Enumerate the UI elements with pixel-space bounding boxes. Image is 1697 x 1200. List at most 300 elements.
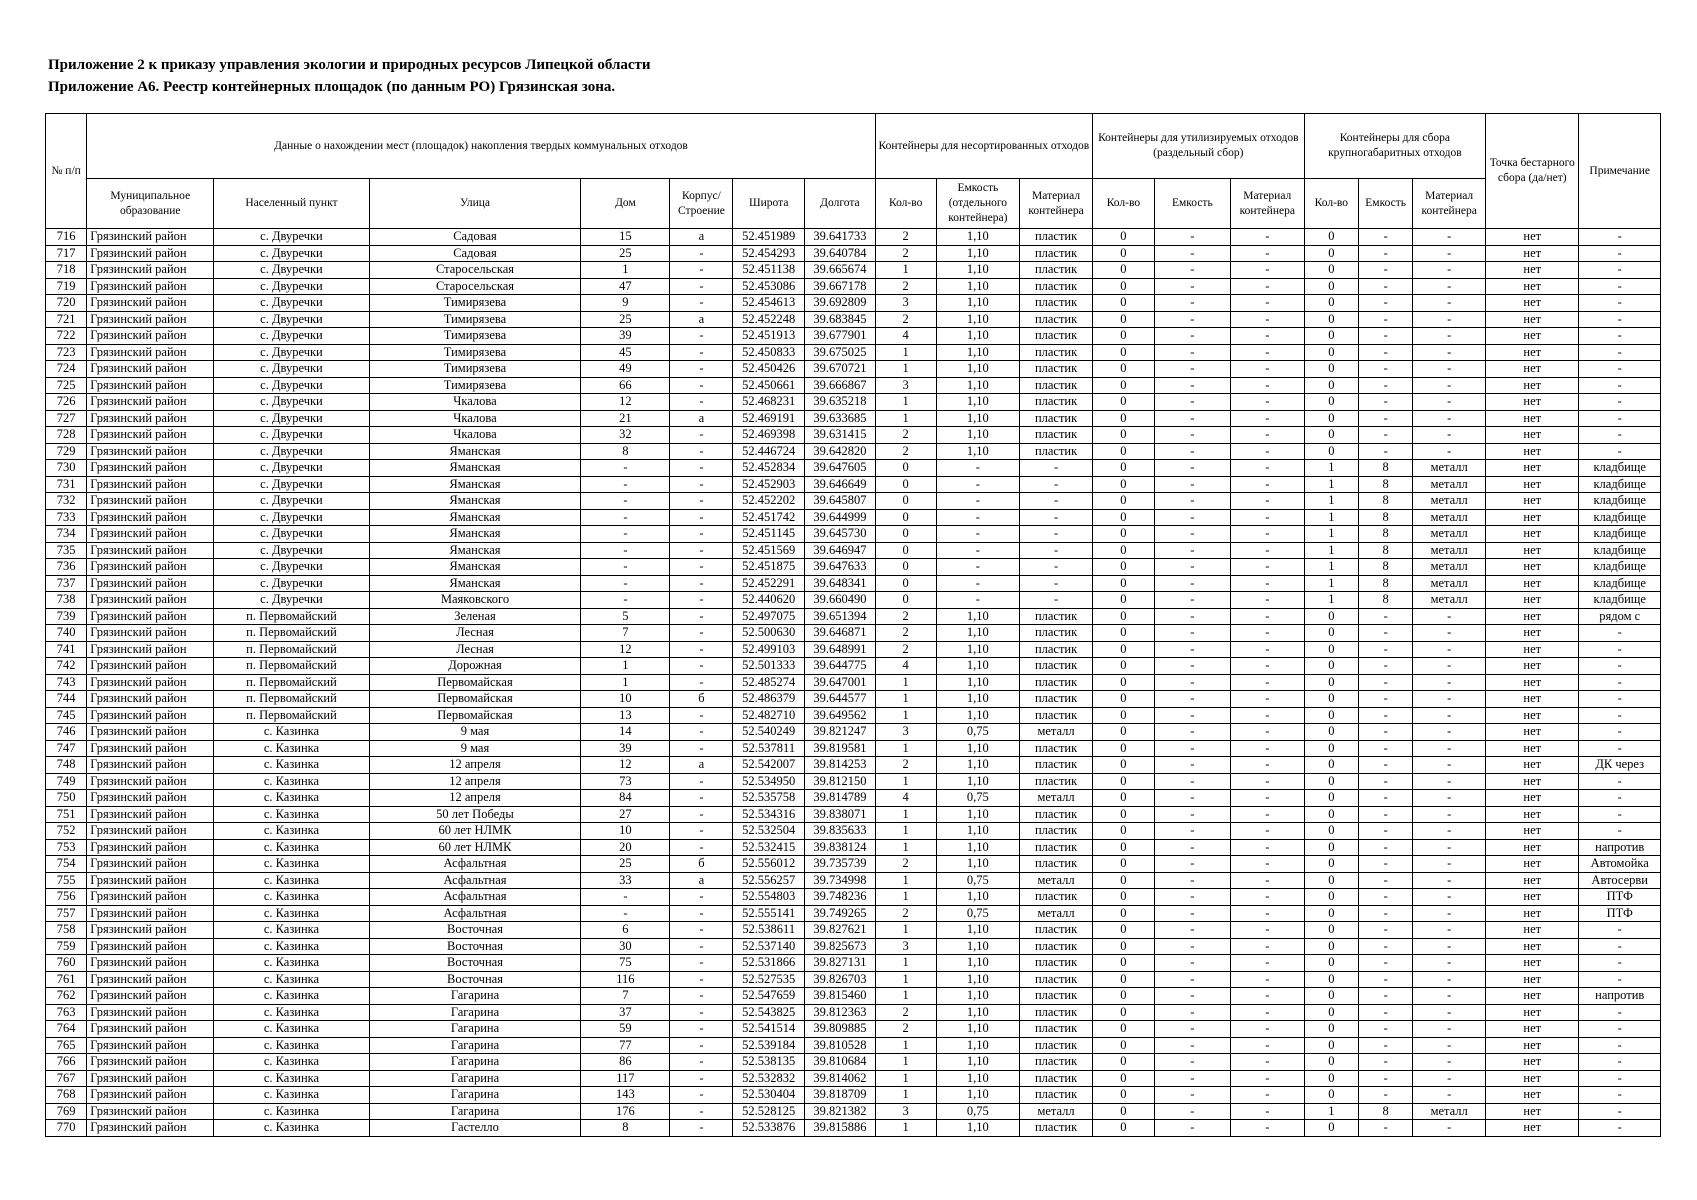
latitude-cell: 52.454293 [733,245,805,262]
bagless-cell: нет [1486,1054,1579,1071]
house-cell: - [581,526,670,543]
unsorted-count-cell: 2 [875,245,936,262]
table-row [46,410,1661,427]
table-row [46,476,1661,493]
row-number-cell: 720 [46,295,87,312]
recyclable-count-cell: 0 [1092,278,1154,295]
street-cell: Чкалова [369,394,581,411]
unsorted-capacity-cell: 1,10 [936,889,1020,906]
unsorted-count-cell: 1 [875,1054,936,1071]
building-cell: - [670,394,733,411]
latitude-cell: 52.500630 [733,625,805,642]
recyclable-count-cell: 0 [1092,707,1154,724]
note-cell: - [1579,823,1661,840]
table-row [46,658,1661,675]
unsorted-count-cell: 2 [875,1021,936,1038]
longitude-cell: 39.819581 [805,740,876,757]
building-cell: - [670,526,733,543]
latitude-cell: 52.534950 [733,773,805,790]
unsorted-capacity-cell: 1,10 [936,229,1020,246]
street-cell: Гастелло [369,1120,581,1137]
recyclable-count-cell: 0 [1092,443,1154,460]
settlement-cell: с. Двуречки [214,460,369,477]
latitude-cell: 52.451742 [733,509,805,526]
latitude-cell: 52.454613 [733,295,805,312]
recyclable-capacity-cell: - [1154,278,1230,295]
municipality-cell: Грязинский район [87,311,214,328]
street-cell: Яманская [369,476,581,493]
longitude-cell: 39.815886 [805,1120,876,1137]
unsorted-capacity-cell: 1,10 [936,938,1020,955]
recyclable-capacity-cell: - [1154,328,1230,345]
table-row [46,905,1661,922]
municipality-cell: Грязинский район [87,1120,214,1137]
recyclable-capacity-cell: - [1154,757,1230,774]
building-cell: - [670,971,733,988]
building-cell: - [670,245,733,262]
row-number-cell: 751 [46,806,87,823]
street-cell: Гагарина [369,1037,581,1054]
building-cell: - [670,674,733,691]
bulky-capacity-cell: 8 [1359,476,1413,493]
unsorted-capacity-cell: 1,10 [936,773,1020,790]
municipality-cell: Грязинский район [87,757,214,774]
recyclable-count-cell: 0 [1092,724,1154,741]
unsorted-capacity-cell: 1,10 [936,955,1020,972]
bulky-capacity-cell: - [1359,245,1413,262]
unsorted-capacity-cell: 1,10 [936,988,1020,1005]
recyclable-count-cell: 0 [1092,1037,1154,1054]
unsorted-count-cell: 3 [875,938,936,955]
bagless-cell: нет [1486,1120,1579,1137]
longitude-cell: 39.815460 [805,988,876,1005]
bulky-capacity-cell: - [1359,674,1413,691]
bulky-material-cell: - [1413,905,1486,922]
recyclable-material-cell: - [1230,559,1304,576]
recyclable-count-cell: 0 [1092,592,1154,609]
settlement-cell: с. Казинка [214,889,369,906]
table-row [46,938,1661,955]
unsorted-capacity-cell: - [936,476,1020,493]
longitude-cell: 39.821382 [805,1103,876,1120]
recyclable-count-cell: 0 [1092,922,1154,939]
street-cell: 12 апреля [369,790,581,807]
recyclable-count-cell: 0 [1092,823,1154,840]
longitude-cell: 39.646947 [805,542,876,559]
recyclable-material-cell: - [1230,394,1304,411]
table-row [46,509,1661,526]
recyclable-capacity-cell: - [1154,658,1230,675]
unsorted-capacity-cell: 0,75 [936,724,1020,741]
unsorted-count-cell: 0 [875,559,936,576]
note-cell: - [1579,658,1661,675]
settlement-cell: с. Казинка [214,806,369,823]
house-cell: 10 [581,823,670,840]
building-cell: б [670,856,733,873]
latitude-cell: 52.468231 [733,394,805,411]
unsorted-count-cell: 2 [875,229,936,246]
bulky-material-cell: - [1413,691,1486,708]
unsorted-count-cell: 1 [875,262,936,279]
bagless-cell: нет [1486,773,1579,790]
settlement-cell: с. Двуречки [214,575,369,592]
latitude-cell: 52.452291 [733,575,805,592]
bagless-cell: нет [1486,427,1579,444]
street-cell: 50 лет Победы [369,806,581,823]
bulky-capacity-cell: - [1359,641,1413,658]
settlement-cell: с. Двуречки [214,344,369,361]
bulky-material-cell: - [1413,361,1486,378]
recyclable-capacity-cell: - [1154,1120,1230,1137]
note-cell: - [1579,1087,1661,1104]
recyclable-material-cell: - [1230,790,1304,807]
recyclable-material-cell: - [1230,344,1304,361]
building-cell: - [670,460,733,477]
building-cell: - [670,592,733,609]
house-cell: 39 [581,328,670,345]
longitude-cell: 39.692809 [805,295,876,312]
municipality-cell: Грязинский район [87,1021,214,1038]
table-row [46,542,1661,559]
bulky-count-cell: 0 [1304,377,1358,394]
longitude-cell: 39.644577 [805,691,876,708]
latitude-cell: 52.486379 [733,691,805,708]
row-number-cell: 737 [46,575,87,592]
latitude-cell: 52.532504 [733,823,805,840]
bulky-material-cell: - [1413,955,1486,972]
longitude-cell: 39.646871 [805,625,876,642]
unsorted-count-cell: 2 [875,641,936,658]
recyclable-capacity-cell: - [1154,542,1230,559]
bulky-material-cell: металл [1413,509,1486,526]
table-row [46,641,1661,658]
recyclable-count-cell: 0 [1092,988,1154,1005]
recyclable-count-cell: 0 [1092,328,1154,345]
settlement-cell: с. Двуречки [214,427,369,444]
row-number-cell: 764 [46,1021,87,1038]
longitude-cell: 39.648341 [805,575,876,592]
recyclable-count-cell: 0 [1092,839,1154,856]
row-number-cell: 731 [46,476,87,493]
latitude-cell: 52.446724 [733,443,805,460]
municipality-cell: Грязинский район [87,278,214,295]
recyclable-capacity-cell: - [1154,229,1230,246]
recyclable-material-cell: - [1230,1120,1304,1137]
recyclable-capacity-cell: - [1154,625,1230,642]
unsorted-material-cell: металл [1020,790,1093,807]
building-cell: - [670,806,733,823]
municipality-cell: Грязинский район [87,443,214,460]
note-cell: Автомойка [1579,856,1661,873]
unsorted-count-cell: 1 [875,889,936,906]
recyclable-capacity-cell: - [1154,592,1230,609]
municipality-cell: Грязинский район [87,592,214,609]
header-unsorted-count: Кол-во [875,179,936,229]
municipality-cell: Грязинский район [87,245,214,262]
recyclable-material-cell: - [1230,245,1304,262]
municipality-cell: Грязинский район [87,988,214,1005]
note-cell: Автосерви [1579,872,1661,889]
table-row [46,526,1661,543]
settlement-cell: с. Казинка [214,922,369,939]
street-cell: Старосельская [369,262,581,279]
bulky-capacity-cell: - [1359,922,1413,939]
street-cell: Восточная [369,938,581,955]
settlement-cell: с. Двуречки [214,377,369,394]
recyclable-material-cell: - [1230,476,1304,493]
recyclable-capacity-cell: - [1154,1054,1230,1071]
bulky-capacity-cell: - [1359,724,1413,741]
unsorted-material-cell: пластик [1020,757,1093,774]
row-number-cell: 752 [46,823,87,840]
recyclable-material-cell: - [1230,658,1304,675]
note-cell: - [1579,971,1661,988]
unsorted-material-cell: пластик [1020,311,1093,328]
bagless-cell: нет [1486,575,1579,592]
unsorted-material-cell: - [1020,460,1093,477]
street-cell: Восточная [369,922,581,939]
row-number-cell: 718 [46,262,87,279]
unsorted-capacity-cell: 1,10 [936,674,1020,691]
table-row [46,988,1661,1005]
recyclable-count-cell: 0 [1092,1004,1154,1021]
bulky-capacity-cell: 8 [1359,1103,1413,1120]
row-number-cell: 748 [46,757,87,774]
bulky-material-cell: - [1413,757,1486,774]
longitude-cell: 39.646649 [805,476,876,493]
unsorted-material-cell: - [1020,575,1093,592]
recyclable-count-cell: 0 [1092,658,1154,675]
latitude-cell: 52.485274 [733,674,805,691]
bulky-count-cell: 0 [1304,245,1358,262]
unsorted-count-cell: 1 [875,988,936,1005]
unsorted-count-cell: 1 [875,394,936,411]
building-cell: а [670,757,733,774]
note-cell: кладбище [1579,509,1661,526]
recyclable-capacity-cell: - [1154,971,1230,988]
recyclable-count-cell: 0 [1092,262,1154,279]
street-cell: Тимирязева [369,361,581,378]
settlement-cell: с. Казинка [214,1120,369,1137]
recyclable-capacity-cell: - [1154,476,1230,493]
bulky-material-cell: - [1413,839,1486,856]
bulky-material-cell: - [1413,790,1486,807]
row-number-cell: 763 [46,1004,87,1021]
header-municipality: Муниципальное образование [87,179,214,229]
street-cell: 60 лет НЛМК [369,839,581,856]
unsorted-count-cell: 0 [875,476,936,493]
unsorted-capacity-cell: 1,10 [936,311,1020,328]
bulky-material-cell: - [1413,262,1486,279]
unsorted-material-cell: пластик [1020,608,1093,625]
table-row [46,608,1661,625]
bagless-cell: нет [1486,1070,1579,1087]
unsorted-count-cell: 1 [875,691,936,708]
building-cell: - [670,1021,733,1038]
bulky-material-cell: - [1413,724,1486,741]
street-cell: 12 апреля [369,757,581,774]
unsorted-count-cell: 2 [875,278,936,295]
recyclable-count-cell: 0 [1092,493,1154,510]
recyclable-capacity-cell: - [1154,905,1230,922]
unsorted-material-cell: пластик [1020,971,1093,988]
bulky-capacity-cell: 8 [1359,460,1413,477]
unsorted-material-cell: пластик [1020,806,1093,823]
unsorted-material-cell: пластик [1020,674,1093,691]
bagless-cell: нет [1486,641,1579,658]
recyclable-capacity-cell: - [1154,1103,1230,1120]
bulky-count-cell: 1 [1304,476,1358,493]
settlement-cell: с. Казинка [214,1021,369,1038]
table-row [46,707,1661,724]
bagless-cell: нет [1486,608,1579,625]
street-cell: Зеленая [369,608,581,625]
longitude-cell: 39.633685 [805,410,876,427]
header-unsorted-containers: Контейнеры для несортированных отходов [875,114,1092,179]
latitude-cell: 52.528125 [733,1103,805,1120]
recyclable-count-cell: 0 [1092,1054,1154,1071]
recyclable-material-cell: - [1230,592,1304,609]
municipality-cell: Грязинский район [87,707,214,724]
bagless-cell: нет [1486,476,1579,493]
municipality-cell: Грязинский район [87,889,214,906]
recyclable-count-cell: 0 [1092,245,1154,262]
unsorted-count-cell: 0 [875,526,936,543]
bulky-material-cell: металл [1413,460,1486,477]
unsorted-material-cell: пластик [1020,229,1093,246]
recyclable-material-cell: - [1230,872,1304,889]
bagless-cell: нет [1486,740,1579,757]
note-cell: - [1579,245,1661,262]
longitude-cell: 39.821247 [805,724,876,741]
house-cell: 45 [581,344,670,361]
bulky-capacity-cell: - [1359,889,1413,906]
table-row [46,872,1661,889]
recyclable-count-cell: 0 [1092,608,1154,625]
bulky-capacity-cell: - [1359,427,1413,444]
unsorted-count-cell: 1 [875,344,936,361]
municipality-cell: Грязинский район [87,724,214,741]
bulky-capacity-cell: - [1359,856,1413,873]
bulky-count-cell: 0 [1304,773,1358,790]
recyclable-capacity-cell: - [1154,641,1230,658]
building-cell: а [670,311,733,328]
latitude-cell: 52.501333 [733,658,805,675]
recyclable-count-cell: 0 [1092,674,1154,691]
latitude-cell: 52.451138 [733,262,805,279]
building-cell: - [670,1070,733,1087]
recyclable-count-cell: 0 [1092,509,1154,526]
bulky-count-cell: 0 [1304,1087,1358,1104]
recyclable-capacity-cell: - [1154,773,1230,790]
recyclable-material-cell: - [1230,641,1304,658]
recyclable-material-cell: - [1230,823,1304,840]
bagless-cell: нет [1486,394,1579,411]
street-cell: Дорожная [369,658,581,675]
latitude-cell: 52.539184 [733,1037,805,1054]
house-cell: 30 [581,938,670,955]
recyclable-material-cell: - [1230,707,1304,724]
header-settlement: Населенный пункт [214,179,369,229]
note-cell: - [1579,641,1661,658]
unsorted-count-cell: 1 [875,839,936,856]
longitude-cell: 39.683845 [805,311,876,328]
bulky-capacity-cell: 8 [1359,542,1413,559]
recyclable-capacity-cell: - [1154,410,1230,427]
bulky-capacity-cell: - [1359,757,1413,774]
municipality-cell: Грязинский район [87,790,214,807]
table-row [46,460,1661,477]
unsorted-material-cell: металл [1020,905,1093,922]
bulky-capacity-cell: - [1359,278,1413,295]
latitude-cell: 52.482710 [733,707,805,724]
street-cell: Асфальтная [369,889,581,906]
recyclable-capacity-cell: - [1154,938,1230,955]
bulky-material-cell: - [1413,625,1486,642]
bulky-count-cell: 0 [1304,443,1358,460]
unsorted-material-cell: металл [1020,872,1093,889]
note-cell: кладбище [1579,460,1661,477]
recyclable-capacity-cell: - [1154,1087,1230,1104]
bulky-capacity-cell: - [1359,707,1413,724]
street-cell: Восточная [369,971,581,988]
building-cell: - [670,1054,733,1071]
bagless-cell: нет [1486,311,1579,328]
unsorted-count-cell: 1 [875,955,936,972]
bulky-material-cell: - [1413,988,1486,1005]
unsorted-capacity-cell: 1,10 [936,922,1020,939]
bulky-count-cell: 0 [1304,1070,1358,1087]
recyclable-capacity-cell: - [1154,575,1230,592]
recyclable-material-cell: - [1230,955,1304,972]
bulky-count-cell: 0 [1304,757,1358,774]
recyclable-material-cell: - [1230,905,1304,922]
recyclable-capacity-cell: - [1154,460,1230,477]
municipality-cell: Грязинский район [87,773,214,790]
building-cell: - [670,724,733,741]
bulky-capacity-cell: - [1359,262,1413,279]
row-number-cell: 750 [46,790,87,807]
note-cell: - [1579,1054,1661,1071]
bagless-cell: нет [1486,691,1579,708]
recyclable-capacity-cell: - [1154,856,1230,873]
settlement-cell: с. Казинка [214,1070,369,1087]
header-street: Улица [369,179,581,229]
settlement-cell: п. Первомайский [214,674,369,691]
municipality-cell: Грязинский район [87,575,214,592]
house-cell: - [581,542,670,559]
longitude-cell: 39.810684 [805,1054,876,1071]
bulky-count-cell: 0 [1304,311,1358,328]
latitude-cell: 52.540249 [733,724,805,741]
note-cell: ПТФ [1579,905,1661,922]
unsorted-capacity-cell: 1,10 [936,328,1020,345]
settlement-cell: с. Двуречки [214,278,369,295]
street-cell: Гагарина [369,988,581,1005]
bagless-cell: нет [1486,262,1579,279]
unsorted-material-cell: пластик [1020,1037,1093,1054]
settlement-cell: с. Двуречки [214,443,369,460]
note-cell: - [1579,1120,1661,1137]
longitude-cell: 39.645730 [805,526,876,543]
recyclable-capacity-cell: - [1154,427,1230,444]
recyclable-material-cell: - [1230,1054,1304,1071]
table-row [46,229,1661,246]
bulky-material-cell: - [1413,311,1486,328]
unsorted-material-cell: пластик [1020,658,1093,675]
recyclable-material-cell: - [1230,806,1304,823]
building-cell: - [670,1087,733,1104]
